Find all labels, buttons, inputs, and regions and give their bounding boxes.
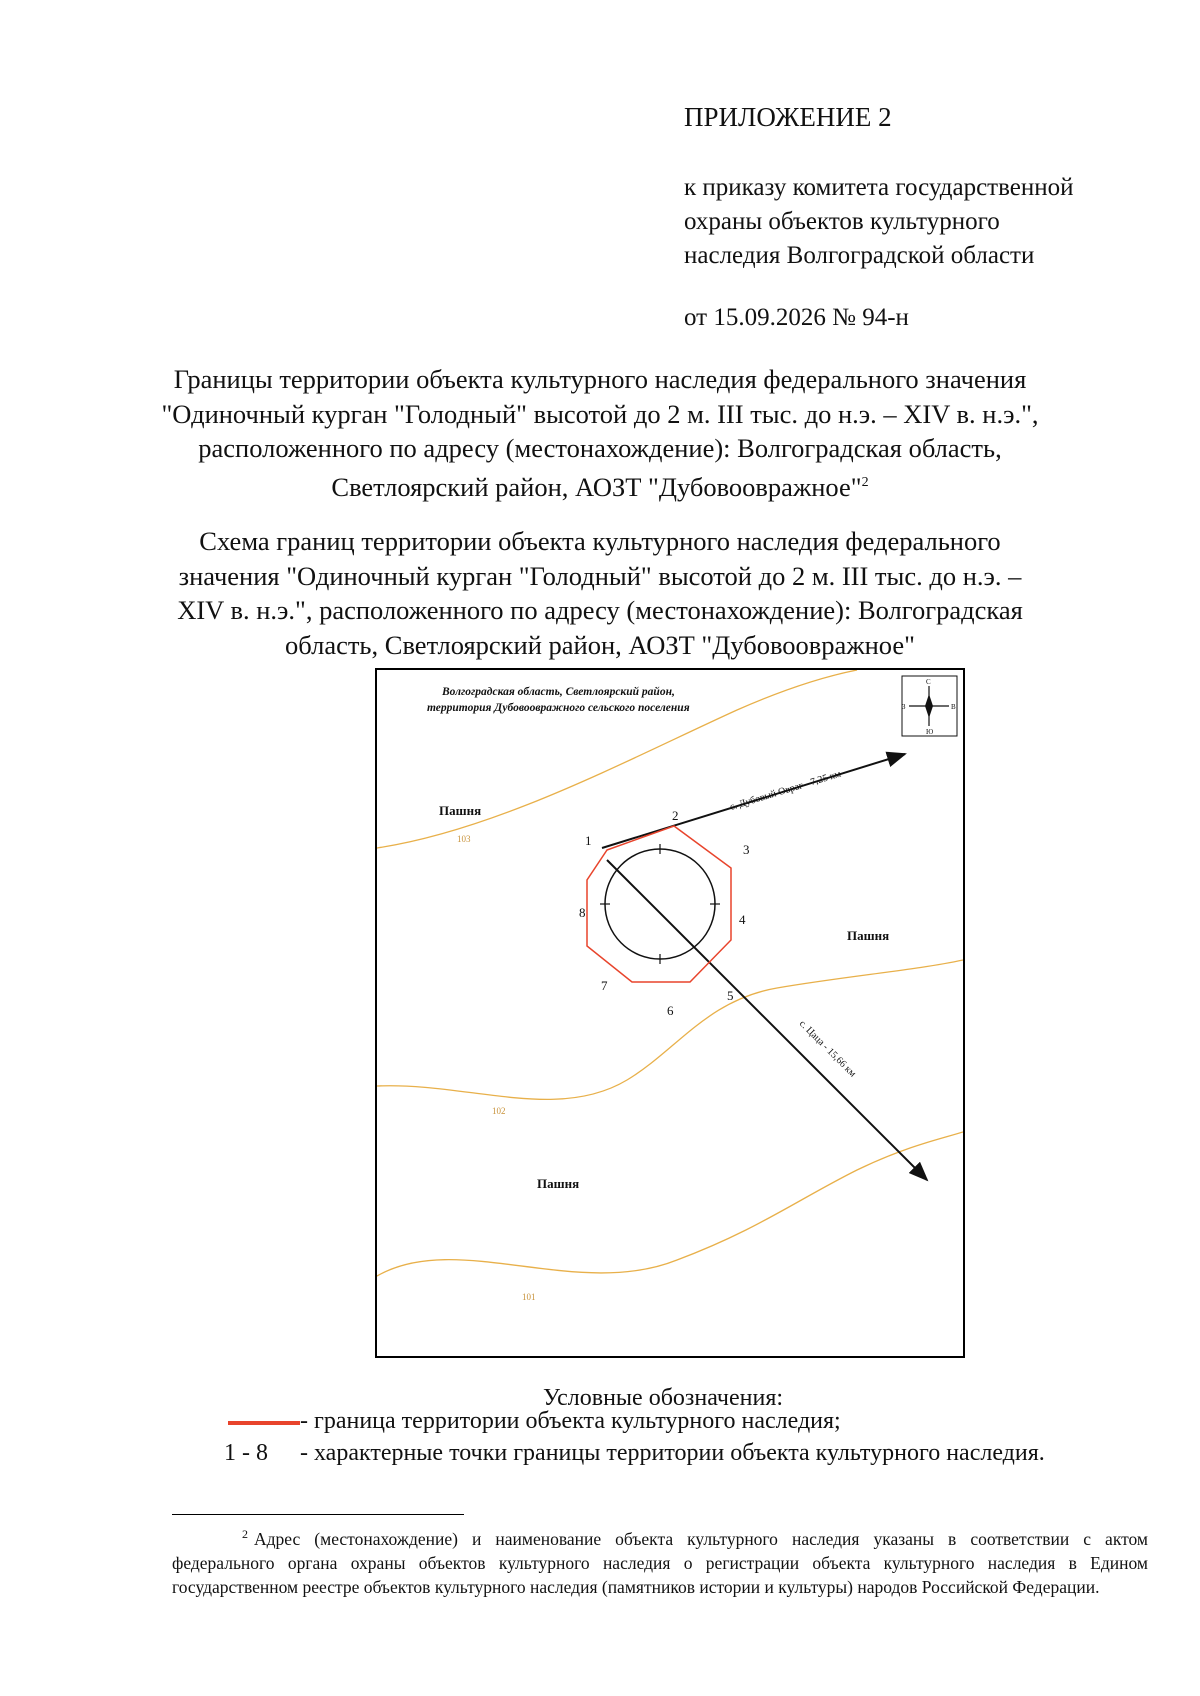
heading-line-2: "Одиночный курган "Голодный" высотой до 2 м. III тыс. до н.э. – XIV в. н.э.", — [161, 398, 1039, 429]
compass-west: З — [902, 703, 906, 711]
map-header-line-2: территория Дубовоовражного сельского поселения — [427, 702, 690, 714]
scheme-line-3: XIV в. н.э.", расположенного по адресу (местонахождение): Волгоградская — [177, 595, 1023, 625]
point-label-8: 8 — [579, 905, 586, 920]
footnote-reference[interactable]: 2 — [861, 474, 869, 490]
scheme-block — [150, 524, 1050, 662]
order-line-2: охраны объектов культурного — [684, 208, 1000, 235]
field-label-west: Пашня — [439, 803, 482, 818]
direction-label-tsatsa: с. Цаца - 15,66 км — [796, 1018, 858, 1080]
point-label-6: 6 — [667, 1003, 674, 1018]
legend-points-text: - характерные точки границы территории объекта культурного наследия. — [300, 1440, 1045, 1466]
point-label-4: 4 — [739, 912, 746, 927]
point-label-5: 5 — [727, 988, 734, 1003]
scheme-line-4: область, Светлоярский район, АОЗТ "Дубовоовражное" — [285, 629, 915, 660]
boundary-map — [375, 668, 965, 1358]
map-canvas — [377, 670, 963, 1356]
point-label-2: 2 — [672, 808, 679, 823]
scheme-line-2: значения "Одиночный курган "Голодный" высотой до 2 м. III тыс. до н.э. – — [178, 560, 1022, 591]
kurgan-ticks — [600, 844, 720, 964]
footnote-rule — [172, 1514, 464, 1515]
footnote — [172, 1522, 1148, 1599]
direction-label-dubovy-ovrag: с. Дубовый Овраг - 7,25 км — [728, 768, 843, 813]
field-label-east: Пашня — [847, 928, 890, 943]
contour-line-102 — [377, 960, 963, 1099]
legend-boundary-text: - граница территории объекта культурного наследия; — [300, 1408, 841, 1434]
scheme-line-1: Схема границ территории объекта культурного наследия федерального — [199, 526, 1001, 556]
contour-label-103: 103 — [457, 834, 471, 844]
legend-boundary-swatch — [228, 1421, 300, 1425]
legend-title: Условные обозначения: — [543, 1385, 784, 1411]
compass-east: В — [951, 703, 956, 711]
map-header-line-1: Волгоградская область, Светлоярский район, — [442, 686, 675, 698]
field-label-south: Пашня — [537, 1176, 580, 1191]
contour-label-101: 101 — [522, 1292, 536, 1302]
kurgan-circle — [605, 849, 715, 959]
compass-north: С — [926, 678, 931, 686]
heading-line-4 — [150, 466, 1050, 504]
footnote-mark: 2 — [242, 1527, 248, 1541]
order-date: от 15.09.2026 № 94-н — [684, 304, 909, 331]
heading-line-1: Границы территории объекта культурного наследия федерального значения — [173, 364, 1027, 394]
point-label-7: 7 — [601, 978, 608, 993]
legend-points-label: 1 - 8 — [224, 1440, 268, 1466]
contour-line-101 — [377, 1132, 963, 1276]
contour-label-102: 102 — [492, 1106, 506, 1116]
appendix-title: ПРИЛОЖЕНИЕ 2 — [684, 102, 892, 132]
order-line-3: наследия Волгоградской области — [684, 242, 1035, 269]
direction-line-tsatsa — [607, 860, 927, 1180]
heading-block — [150, 362, 1050, 504]
compass-south: Ю — [926, 728, 934, 736]
heading-line-3: расположенного по адресу (местонахождение): Волгоградская область, — [198, 433, 1002, 463]
compass-rose — [902, 676, 957, 736]
footnote-text: Адрес (местонахождение) и наименование объекта культурного наследия указаны в соответствии с актом федерального органа охраны объектов культурного наследия о регистрации объекта культурного наследия в Едином государственном реестре объектов культурного наследия (памятников истории и культуры) народов Российской Федерации. — [172, 1528, 1148, 1597]
heading-line-4-text: Светлоярский район, АОЗТ "Дубовооврaжное" — [331, 471, 862, 502]
order-line-1: к приказу комитета государственной — [684, 174, 1074, 201]
point-label-1: 1 — [585, 833, 592, 848]
contour-line-mid — [627, 990, 777, 1080]
point-label-3: 3 — [743, 842, 750, 857]
